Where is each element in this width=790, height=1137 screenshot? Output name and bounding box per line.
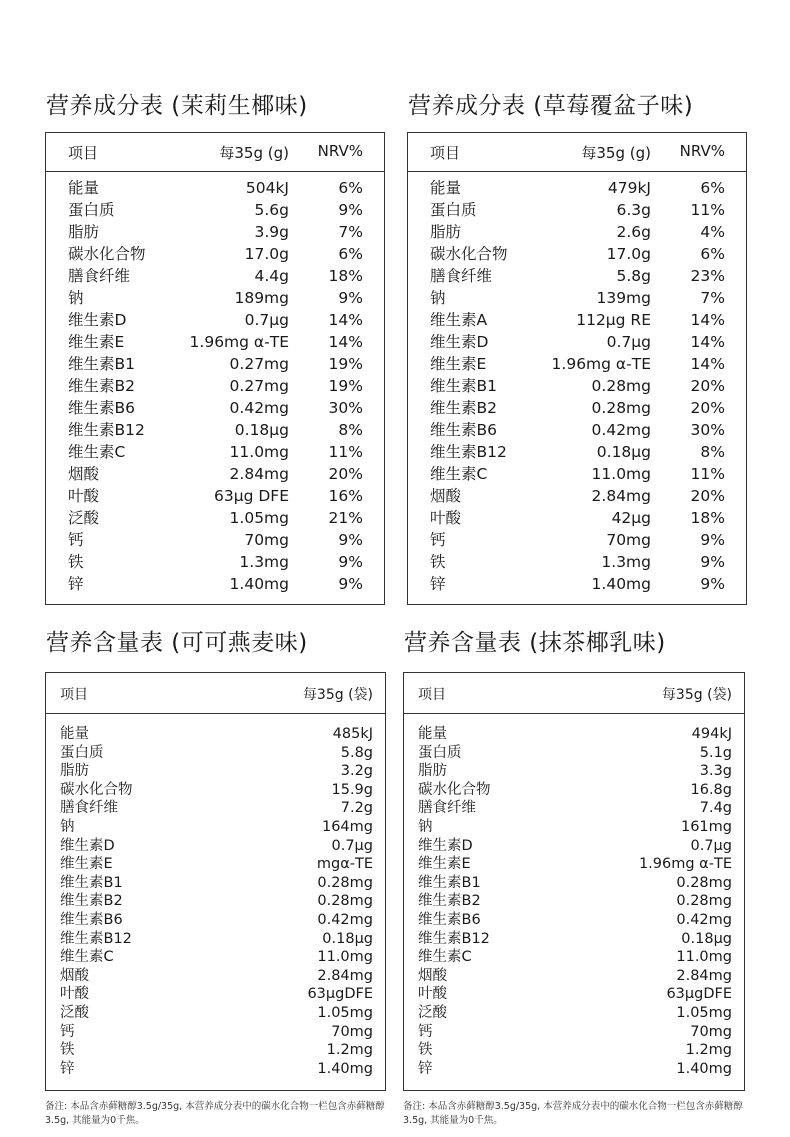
nutrient-amount: 15.9g — [331, 781, 373, 798]
nutrient-name: 铁 — [430, 553, 446, 571]
nutrient-name: 锌 — [68, 575, 84, 593]
nutrient-amount: 2.84mg — [317, 967, 373, 984]
nutrient-nrv: 20% — [328, 465, 363, 483]
nutrient-name: 钙 — [68, 531, 84, 549]
nutrient-name: 膳食纤维 — [430, 267, 493, 285]
nutrient-name: 维生素B6 — [430, 421, 497, 439]
header-item: 项目 — [418, 687, 446, 703]
nutrient-amount: 4.4g — [254, 267, 289, 285]
nutrient-amount: 5.8g — [340, 744, 373, 761]
nutrient-amount: 0.42mg — [676, 912, 732, 928]
nutrient-name: 维生素D — [418, 837, 473, 854]
nutrient-nrv: 23% — [690, 267, 725, 285]
nutrient-amount: 5.6g — [254, 201, 289, 219]
header-per-serving: 每35g (袋) — [661, 687, 732, 703]
nutrient-nrv: 7% — [338, 223, 363, 241]
nutrient-name: 维生素C — [68, 443, 126, 461]
nutrient-name: 脂肪 — [68, 223, 100, 241]
nutrient-amount: 63μgDFE — [666, 986, 732, 1003]
nutrient-amount: 0.42mg — [591, 421, 651, 439]
nutrient-name: 维生素B2 — [68, 377, 135, 395]
nutrient-amount: 164mg — [321, 819, 373, 835]
nutrient-name: 蛋白质 — [68, 201, 115, 219]
nutrient-name: 钠 — [418, 819, 433, 835]
nutrient-amount: 17.0g — [244, 245, 289, 263]
nutrient-name: 维生素B2 — [418, 893, 481, 910]
nutrient-amount: 0.28mg — [591, 377, 651, 395]
nutrient-nrv: 9% — [700, 553, 725, 571]
nutrient-amount: 70mg — [331, 1023, 373, 1040]
nutrient-amount: 3.3g — [699, 763, 732, 780]
nutrient-amount: 1.05mg — [229, 509, 289, 527]
nutrition-table-matcha-coconut — [403, 672, 745, 1091]
nutrition-table-strawberry-raspberry — [407, 132, 747, 605]
nutrient-name: 钙 — [430, 531, 446, 549]
nutrient-name: 维生素E — [60, 856, 113, 873]
nutrient-amount: 17.0g — [606, 245, 651, 263]
nutrient-nrv: 6% — [700, 179, 725, 197]
nutrient-name: 蛋白质 — [430, 201, 477, 219]
nutrient-amount: 1.3mg — [239, 553, 289, 571]
nutrient-amount: 2.84mg — [229, 465, 289, 483]
header-nrv: NRV% — [317, 142, 363, 160]
nutrient-amount: 70mg — [244, 531, 289, 549]
nutrient-amount: 0.18μg — [322, 930, 373, 947]
nutrient-amount: mgα-TE — [316, 856, 373, 873]
nutrient-name: 能量 — [68, 179, 100, 197]
nutrient-amount: 0.7μg — [244, 311, 289, 329]
nutrient-name: 烟酸 — [68, 465, 100, 483]
nutrient-amount: 0.18μg — [681, 930, 732, 947]
nutrient-nrv: 9% — [700, 575, 725, 593]
nutrient-amount: 2.6g — [616, 223, 651, 241]
nutrient-name: 维生素A — [430, 311, 488, 329]
nutrient-amount: 0.28mg — [317, 874, 373, 891]
nutrient-amount: 6.3g — [616, 201, 651, 219]
nutrient-nrv: 11% — [690, 465, 725, 483]
nutrient-name: 泛酸 — [418, 1005, 447, 1021]
nutrient-name: 膳食纤维 — [60, 800, 118, 817]
nutrient-amount: 1.96mg α-TE — [638, 856, 732, 873]
nutrient-nrv: 11% — [328, 443, 363, 461]
nutrient-amount: 11.0mg — [591, 465, 651, 483]
nutrient-nrv: 6% — [338, 179, 363, 197]
nutrient-nrv: 7% — [700, 289, 725, 307]
nutrition-table-cocoa-oat — [45, 672, 386, 1091]
nutrient-amount: 0.27mg — [229, 377, 289, 395]
nutrient-name: 维生素E — [68, 333, 125, 351]
header-per-serving: 每35g (袋) — [302, 687, 373, 703]
nutrient-amount: 1.40mg — [229, 575, 289, 593]
nutrient-name: 锌 — [418, 1060, 433, 1077]
nutrient-nrv: 16% — [328, 487, 363, 505]
nutrient-amount: 1.05mg — [317, 1005, 373, 1021]
nutrient-amount: 479kJ — [607, 179, 651, 197]
nutrient-name: 叶酸 — [60, 986, 89, 1003]
nutrient-name: 膳食纤维 — [418, 800, 476, 817]
table-header — [46, 133, 384, 172]
nutrient-amount: 0.7μg — [331, 837, 373, 854]
nutrient-nrv: 6% — [700, 245, 725, 263]
nutrient-name: 维生素B2 — [60, 893, 123, 910]
nutrient-name: 能量 — [60, 726, 89, 742]
nutrient-amount: 16.8g — [690, 781, 732, 798]
nutrient-name: 维生素B6 — [418, 912, 481, 928]
nutrient-name: 烟酸 — [430, 487, 462, 505]
nutrient-name: 维生素B12 — [68, 421, 145, 439]
nutrient-name: 钠 — [60, 819, 75, 835]
nutrient-amount: 112μg RE — [576, 311, 651, 329]
nutrient-nrv: 4% — [700, 223, 725, 241]
nutrient-nrv: 19% — [328, 355, 363, 373]
nutrient-nrv: 11% — [690, 201, 725, 219]
nutrient-name: 铁 — [418, 1042, 433, 1059]
nutrient-amount: 1.40mg — [317, 1060, 373, 1077]
nutrient-nrv: 21% — [328, 509, 363, 527]
nutrient-amount: 0.42mg — [317, 912, 373, 928]
footnote: 备注: 本品含赤藓糖醇3.5g/35g, 本营养成分表中的碳水化合物一栏包含赤藓糖醇3.5g, 其能量为0千焦。 — [45, 1101, 385, 1126]
nutrient-amount: 1.2mg — [326, 1042, 373, 1059]
nutrient-nrv: 9% — [338, 201, 363, 219]
nutrient-amount: 63μgDFE — [307, 986, 373, 1003]
nutrient-name: 碳水化合物 — [430, 245, 508, 263]
nutrient-amount: 70mg — [606, 531, 651, 549]
nutrient-amount: 0.42mg — [229, 399, 289, 417]
nutrient-nrv: 9% — [338, 553, 363, 571]
nutrient-amount: 189mg — [234, 289, 289, 307]
nutrient-name: 铁 — [68, 553, 84, 571]
nutrient-name: 膳食纤维 — [68, 267, 131, 285]
nutrient-name: 锌 — [60, 1060, 75, 1077]
nutrient-name: 碳水化合物 — [418, 781, 491, 798]
nutrient-name: 钙 — [60, 1023, 75, 1040]
nutrient-amount: 3.2g — [340, 763, 373, 780]
nutrient-name: 维生素B12 — [418, 930, 490, 947]
nutrient-amount: 494kJ — [691, 726, 732, 742]
nutrient-nrv: 6% — [338, 245, 363, 263]
nutrient-name: 维生素B1 — [60, 874, 123, 891]
panel-4-title: 营养含量表 (抹茶椰乳味) — [404, 630, 666, 656]
nutrient-nrv: 20% — [690, 399, 725, 417]
nutrient-amount: 11.0mg — [676, 949, 732, 966]
nutrient-amount: 7.4g — [699, 800, 732, 817]
nutrient-nrv: 14% — [328, 311, 363, 329]
table-header — [46, 673, 385, 714]
nutrient-name: 维生素D — [60, 837, 115, 854]
nutrient-nrv: 14% — [690, 311, 725, 329]
nutrient-name: 碳水化合物 — [68, 245, 146, 263]
nutrient-name: 维生素E — [418, 856, 471, 873]
nutrient-name: 维生素C — [418, 949, 472, 966]
nutrient-amount: 0.7μg — [606, 333, 651, 351]
nutrient-name: 维生素B1 — [430, 377, 497, 395]
nutrient-amount: 3.9g — [254, 223, 289, 241]
nutrient-nrv: 9% — [338, 575, 363, 593]
nutrient-name: 维生素B1 — [418, 874, 481, 891]
nutrient-nrv: 14% — [328, 333, 363, 351]
nutrient-name: 叶酸 — [418, 986, 447, 1003]
nutrient-amount: 5.8g — [616, 267, 651, 285]
header-item: 项目 — [430, 144, 461, 162]
nutrient-name: 蛋白质 — [60, 744, 104, 761]
nutrient-name: 维生素E — [430, 355, 487, 373]
nutrient-nrv: 19% — [328, 377, 363, 395]
nutrient-name: 维生素C — [60, 949, 114, 966]
nutrient-name: 脂肪 — [60, 763, 89, 780]
nutrient-amount: 0.27mg — [229, 355, 289, 373]
nutrient-name: 泛酸 — [68, 509, 100, 527]
nutrient-amount: 0.28mg — [591, 399, 651, 417]
nutrient-name: 叶酸 — [430, 509, 462, 527]
header-per-serving: 每35g (g) — [219, 144, 289, 162]
nutrient-name: 钙 — [418, 1023, 433, 1040]
nutrient-amount: 5.1g — [699, 744, 732, 761]
nutrient-amount: 1.96mg α-TE — [189, 333, 289, 351]
nutrient-amount: 1.3mg — [601, 553, 651, 571]
nutrient-amount: 1.40mg — [676, 1060, 732, 1077]
nutrient-nrv: 9% — [338, 289, 363, 307]
nutrient-name: 维生素B12 — [430, 443, 507, 461]
nutrient-name: 脂肪 — [418, 763, 447, 780]
nutrient-name: 脂肪 — [430, 223, 462, 241]
nutrient-name: 钠 — [68, 289, 84, 307]
nutrient-name: 烟酸 — [60, 967, 89, 984]
header-item: 项目 — [60, 687, 88, 703]
nutrient-amount: 70mg — [690, 1023, 732, 1040]
nutrient-nrv: 14% — [690, 355, 725, 373]
panel-2-title: 营养成分表 (草莓覆盆子味) — [408, 93, 694, 119]
nutrient-nrv: 18% — [690, 509, 725, 527]
nutrient-amount: 1.05mg — [676, 1005, 732, 1021]
panel-3-title: 营养含量表 (可可燕麦味) — [46, 630, 308, 656]
nutrient-amount: 1.2mg — [685, 1042, 732, 1059]
nutrient-amount: 0.28mg — [676, 893, 732, 910]
nutrient-nrv: 9% — [700, 531, 725, 549]
header-per-serving: 每35g (g) — [581, 144, 651, 162]
nutrient-name: 维生素B2 — [430, 399, 497, 417]
nutrient-nrv: 30% — [690, 421, 725, 439]
nutrient-amount: 7.2g — [340, 800, 373, 817]
nutrient-name: 烟酸 — [418, 967, 447, 984]
nutrient-amount: 0.18μg — [234, 421, 289, 439]
nutrient-name: 钠 — [430, 289, 446, 307]
nutrient-name: 维生素D — [68, 311, 127, 329]
nutrient-nrv: 8% — [700, 443, 725, 461]
table-header — [404, 673, 744, 714]
nutrient-amount: 0.18μg — [596, 443, 651, 461]
nutrient-name: 维生素B1 — [68, 355, 135, 373]
nutrient-name: 维生素B6 — [60, 912, 123, 928]
nutrient-amount: 2.84mg — [591, 487, 651, 505]
nutrient-name: 维生素B6 — [68, 399, 135, 417]
nutrient-nrv: 20% — [690, 377, 725, 395]
nutrient-name: 维生素C — [430, 465, 488, 483]
nutrient-amount: 504kJ — [245, 179, 289, 197]
nutrient-nrv: 30% — [328, 399, 363, 417]
nutrient-nrv: 9% — [338, 531, 363, 549]
nutrient-amount: 1.96mg α-TE — [551, 355, 651, 373]
nutrient-name: 锌 — [430, 575, 446, 593]
nutrient-name: 维生素B12 — [60, 930, 132, 947]
nutrient-nrv: 20% — [690, 487, 725, 505]
nutrient-amount: 2.84mg — [676, 967, 732, 984]
nutrient-nrv: 14% — [690, 333, 725, 351]
table-header — [408, 133, 746, 172]
nutrition-table-jasmine-coconut — [45, 132, 385, 605]
nutrient-name: 碳水化合物 — [60, 781, 133, 798]
nutrient-nrv: 18% — [328, 267, 363, 285]
header-item: 项目 — [68, 144, 99, 162]
nutrient-amount: 11.0mg — [229, 443, 289, 461]
nutrient-amount: 63μg DFE — [214, 487, 289, 505]
nutrient-name: 维生素D — [430, 333, 489, 351]
nutrient-name: 蛋白质 — [418, 744, 462, 761]
nutrient-name: 叶酸 — [68, 487, 100, 505]
header-nrv: NRV% — [679, 142, 725, 160]
nutrient-name: 能量 — [418, 726, 447, 742]
panel-1-title: 营养成分表 (茉莉生椰味) — [46, 93, 308, 119]
nutrient-amount: 0.28mg — [317, 893, 373, 910]
nutrient-amount: 1.40mg — [591, 575, 651, 593]
nutrient-name: 泛酸 — [60, 1005, 89, 1021]
nutrient-amount: 0.28mg — [676, 874, 732, 891]
nutrient-amount: 42μg — [611, 509, 651, 527]
nutrient-amount: 139mg — [596, 289, 651, 307]
nutrient-nrv: 8% — [338, 421, 363, 439]
footnote: 备注: 本品含赤藓糖醇3.5g/35g, 本营养成分表中的碳水化合物一栏包含赤藓糖醇3.5g, 其能量为0千焦。 — [403, 1101, 743, 1126]
nutrient-amount: 161mg — [680, 819, 732, 835]
nutrient-amount: 0.7μg — [690, 837, 732, 854]
nutrient-amount: 485kJ — [332, 726, 373, 742]
nutrient-name: 铁 — [60, 1042, 75, 1059]
nutrient-name: 能量 — [430, 179, 462, 197]
nutrient-amount: 11.0mg — [317, 949, 373, 966]
